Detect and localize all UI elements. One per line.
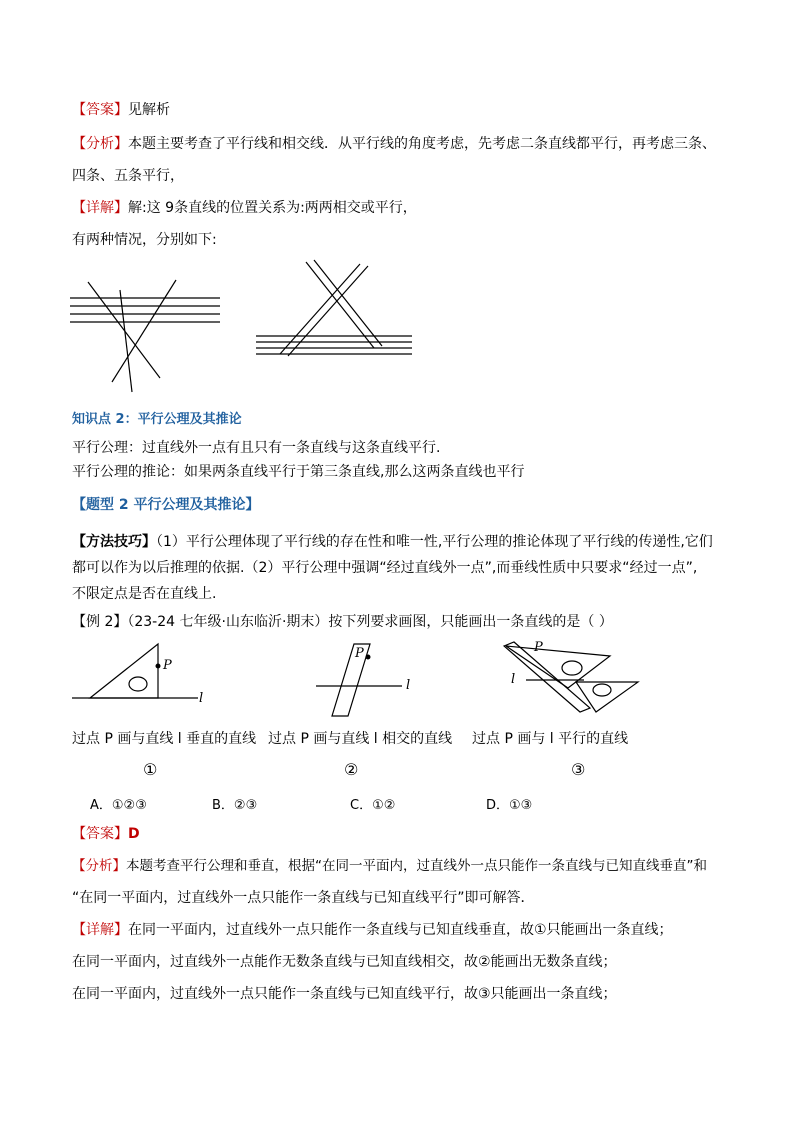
analysis2-line-1 — [72, 856, 707, 876]
answer-line-2 — [72, 824, 140, 844]
option-d: D．①③ — [486, 798, 533, 813]
detail-tag: 【详解】 — [72, 200, 128, 216]
analysis2-tag: 【分析】 — [72, 858, 126, 874]
analysis2-text: 本题考查平行公理和垂直，根据“在同一平面内，过直线外一点只能作一条直线与已知直线垂直”和 — [126, 858, 707, 874]
analysis-tag: 【分析】 — [72, 136, 128, 152]
example-text: （23-24 七年级·山东临沂·期末）按下列要求画图，只能画出一条直线的是（ ） — [127, 614, 613, 630]
analysis2-line-2: “在同一平面内，过直线外一点只能作一条直线与已知直线平行”即可解答． — [72, 890, 535, 906]
answer-tag: 【答案】 — [72, 102, 128, 118]
caption-1: 过点 P 画与直线 l 垂直的直线 — [72, 731, 257, 747]
detail-text: 解:这 9条直线的位置关系为:两两相交或平行， — [128, 200, 417, 216]
example-tag: 【例 2】 — [72, 614, 128, 630]
detail2-tag: 【详解】 — [72, 922, 128, 938]
answer2-text: D — [128, 826, 140, 842]
detail2-text: 在同一平面内，过直线外一点只能作一条直线与已知直线垂直，故①只能画出一条直线； — [128, 922, 673, 938]
option-a: A．①②③ — [90, 798, 147, 813]
label-l-3: l — [511, 672, 516, 687]
label-l-1: l — [199, 691, 204, 706]
figure-parallel-case-1 — [66, 272, 226, 396]
detail2-line-1 — [72, 920, 673, 940]
method-line-2: 都可以作为以后推理的依据.（2）平行公理中强调“经过直线外一点”,而垂线性质中只要求“经过一点”, — [72, 560, 698, 576]
label-p-1: P — [163, 658, 172, 673]
label-p-2: P — [355, 646, 364, 661]
method-text: （1）平行公理体现了平行线的存在性和唯一性,平行公理的推论体现了平行线的传递性,它们 — [156, 534, 713, 550]
caption-2: 过点 P 画与直线 l 相交的直线 — [268, 731, 453, 747]
figure-1-perpendicular — [70, 640, 220, 710]
answer2-tag: 【答案】 — [72, 826, 128, 842]
detail-line-2: 有两种情况，分别如下: — [72, 232, 217, 248]
analysis-line-2: 四条、五条平行， — [72, 168, 184, 184]
figure-parallel-case-2 — [250, 258, 420, 370]
answer-text: 见解析 — [128, 102, 170, 118]
method-tag: 【方法技巧】 — [72, 534, 156, 550]
figure-number-2: ② — [344, 760, 359, 779]
analysis-text: 本题主要考查了平行线和相交线．从平行线的角度考虑，先考虑二条直线都平行，再考虑三条、 — [128, 136, 716, 152]
figure-number-1: ① — [143, 760, 158, 779]
option-c: C．①② — [350, 798, 396, 813]
topic-title: 【题型 2 平行公理及其推论】 — [72, 497, 260, 513]
example-line — [72, 612, 613, 632]
detail2-line-2: 在同一平面内，过直线外一点能作无数条直线与已知直线相交，故②能画出无数条直线； — [72, 954, 617, 970]
caption-3: 过点 P 画与 l 平行的直线 — [472, 731, 629, 747]
analysis-line-1 — [72, 134, 716, 154]
answer-line-1 — [72, 100, 170, 120]
figure-number-3: ③ — [571, 760, 586, 779]
knowledge-line-2: 平行公理的推论：如果两条直线平行于第三条直线,那么这两条直线也平行 — [72, 464, 525, 480]
option-b: B．②③ — [212, 798, 258, 813]
knowledge-title: 知识点 2：平行公理及其推论 — [72, 412, 242, 427]
detail-line-1 — [72, 198, 417, 218]
label-p-3: P — [534, 640, 543, 655]
detail2-line-3: 在同一平面内，过直线外一点只能作一条直线与已知直线平行，故③只能画出一条直线； — [72, 986, 617, 1002]
method-line-3: 不限定点是否在直线上. — [72, 586, 217, 602]
label-l-2: l — [406, 678, 411, 693]
knowledge-line-1: 平行公理：过直线外一点有且只有一条直线与这条直线平行. — [72, 440, 441, 456]
method-line-1 — [72, 532, 713, 552]
figure-3-parallel — [500, 638, 650, 718]
